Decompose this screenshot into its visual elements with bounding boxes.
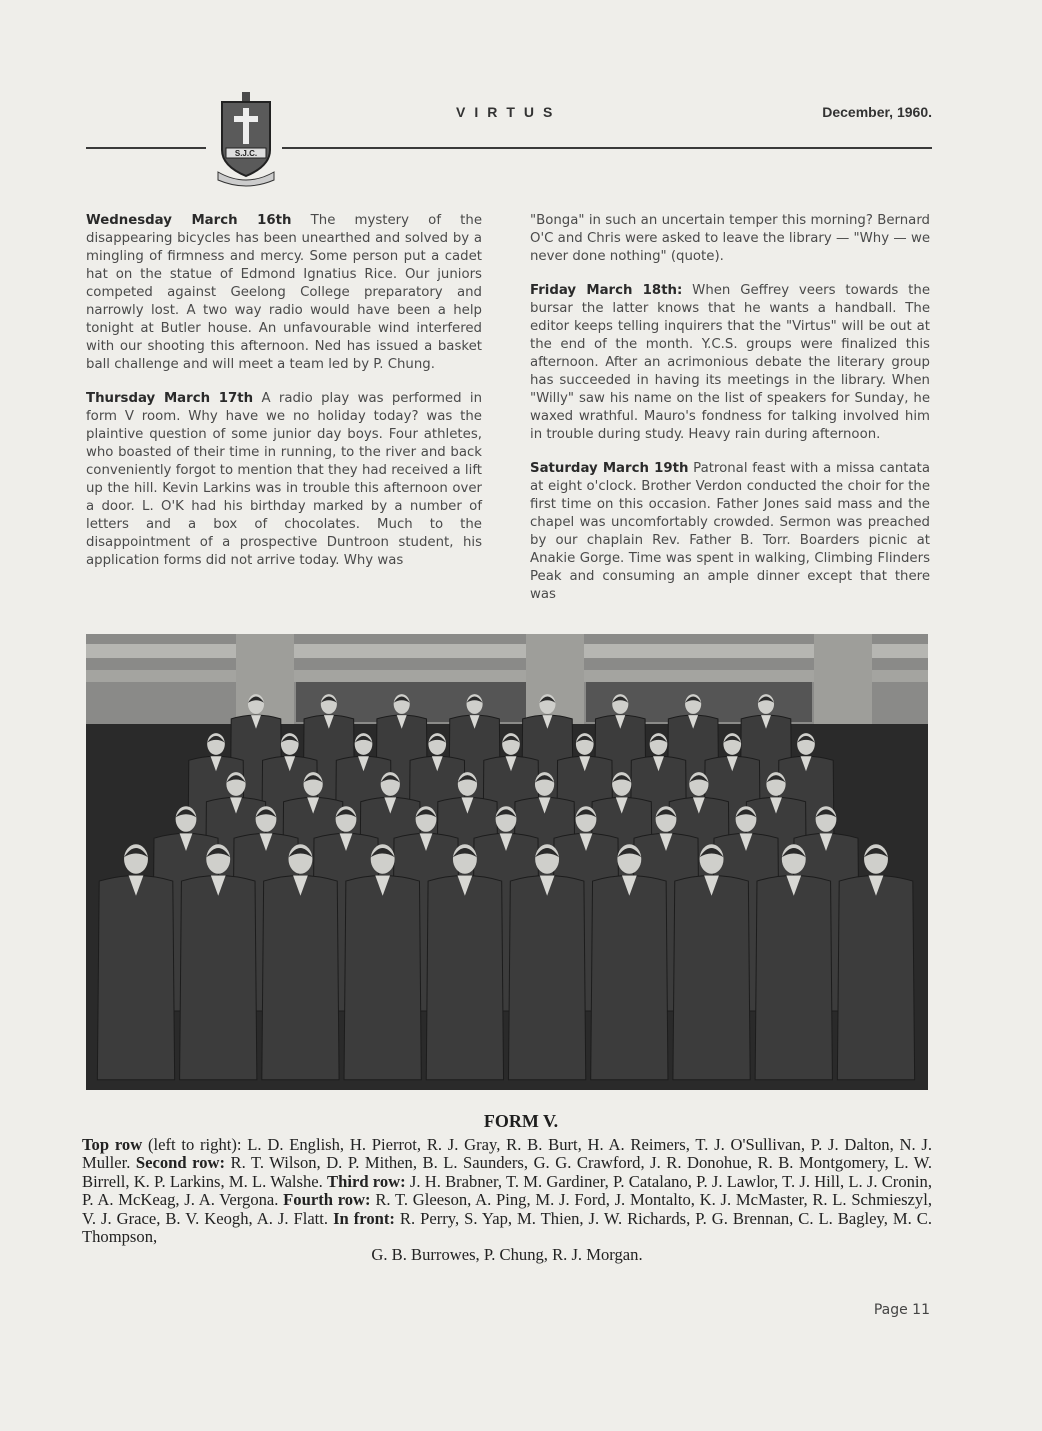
masthead	[86, 92, 932, 192]
entry-text: "Bonga" in such an uncertain temper this morning? Bernard O'C and Chris were asked to leave the library — "Why — we never done nothing" (quote).	[530, 213, 930, 264]
caption-row-label: Second row:	[135, 1153, 226, 1173]
person-body	[673, 876, 750, 1080]
issue-date: December, 1960.	[822, 104, 932, 120]
caption-row-names: R. T. Gleeson, A. Ping, M. J. Ford, J. Montalto, K. J. McMaster, R. L. Schmieszyl, V. J. Grace, B. V. Keogh, A. J. Flatt.	[82, 1190, 932, 1228]
caption-row-names: R. Perry, S. Yap, M. Thien, J. W. Richards, P. G. Brennan, C. L. Bagley, M. C. Thompson,	[82, 1208, 932, 1247]
class-group-photo	[86, 634, 928, 1090]
caption-title: FORM V.	[483, 1111, 559, 1131]
person-body	[591, 876, 668, 1080]
entry-text: A radio play was performed in form V room. Why have we no holiday today? was the plaintive question of some junior day boys. Four athletes, who boasted of their time in running, to the river and back conveniently forgot to mention that they had received a lift up the hill. Kevin Larkins was in trouble this afternoon over a door. L. O'K had his birthday marked by a number of letters and a box of chocolates. Much to the disappointment of a prospective Duntroon student, his application forms did not arrive today. Why was	[86, 391, 482, 568]
caption-last-line: G. B. Burrowes, P. Chung, R. J. Morgan.	[371, 1245, 643, 1265]
entry-date: Friday March 18th:	[530, 283, 683, 298]
caption-row-label: In front:	[333, 1208, 395, 1228]
photo-caption	[82, 1136, 932, 1265]
person-body	[755, 876, 832, 1080]
diary-entry	[530, 460, 930, 604]
person-body	[180, 876, 257, 1080]
caption-row-names: L. D. English, H. Pierrot, R. J. Gray, R. B. Burt, H. A. Reimers, T. J. O'Sullivan, P. J. Dalton, N. J. Muller.	[82, 1135, 932, 1173]
diary-entry	[530, 282, 930, 444]
caption-row-names: J. H. Brabner, T. M. Gardiner, P. Catalano, P. J. Lawlor, T. J. Hill, L. J. Cronin, P. A. McKeag, J. A. Vergona.	[82, 1171, 932, 1210]
diary-entry	[86, 390, 482, 570]
svg-text:S.J.C.: S.J.C.	[234, 149, 258, 158]
entry-text: When Geffrey veers towards the bursar the latter knows that he wants a handball. The editor keeps telling inquirers that the "Virtus" will be out at the end of the month. Y.C.S. groups were finalized this afternoon. After an acrimonious debate the literary group has succeeded in having its meetings in the library. When "Willy" saw his name on the list of speakers for Sunday, he waxed wrathful. Mauro's fondness for talking involved him in trouble during study. Heavy rain during afternoon.	[530, 283, 930, 442]
entry-date: Wednesday March 16th	[86, 213, 292, 228]
person-body	[426, 876, 503, 1080]
person-body	[262, 876, 339, 1080]
right-column	[530, 212, 930, 620]
caption-row-label: Fourth row:	[283, 1190, 371, 1210]
diary-entry	[530, 212, 930, 266]
entry-date: Saturday March 19th	[530, 461, 689, 476]
person-body	[344, 876, 421, 1080]
person-body	[508, 876, 585, 1080]
publication-title: VIRTUS	[456, 104, 562, 120]
person-body	[97, 876, 174, 1080]
entry-date: Thursday March 17th	[86, 391, 254, 406]
caption-row-names: R. T. Wilson, D. P. Mithen, B. L. Saunders, G. G. Crawford, J. R. Donohue, R. B. Montgomery, L. W. Birrell, K. P. Larkins, M. L. Walshe.	[82, 1153, 933, 1191]
caption-row-label: Third row:	[327, 1171, 406, 1191]
entry-text: Patronal feast with a missa cantata at eight o'clock. Brother Verdon conducted the choir for the first time on this occasion. Father Jones said mass and the chapel was uncomfortably crowded. Sermon was preached by our chaplain Rev. Father B. Torr. Boarders picnic at Anakie Gorge. Time was spent in walking, Climbing Flinders Peak and consuming an ample dinner except that there was	[530, 461, 930, 602]
caption-row-label: Top row	[82, 1135, 143, 1154]
masthead-rule-right	[282, 147, 932, 149]
caption-row-suffix: (left to right):	[142, 1135, 242, 1154]
masthead-rule-left	[86, 147, 206, 149]
page-number: Page 11	[873, 1302, 930, 1318]
entry-text: The mystery of the disappearing bicycles has been unearthed and solved by a mingling of firmness and mercy. Some person put a cadet hat on the statue of Edmond Ignatius Rice. Our juniors competed against Geelong College preparatory and narrowly lost. A two way radio would have been a help tonight at Butler house. An unfavourable wind interfered with our shooting this afternoon. Ned has issued a basket ball challenge and will meet a team led by P. Chung.	[86, 213, 482, 372]
left-column	[86, 212, 482, 586]
diary-entry	[86, 212, 482, 374]
person-body	[837, 876, 914, 1080]
school-crest-logo	[216, 92, 276, 188]
group-photo-image	[86, 634, 928, 1090]
